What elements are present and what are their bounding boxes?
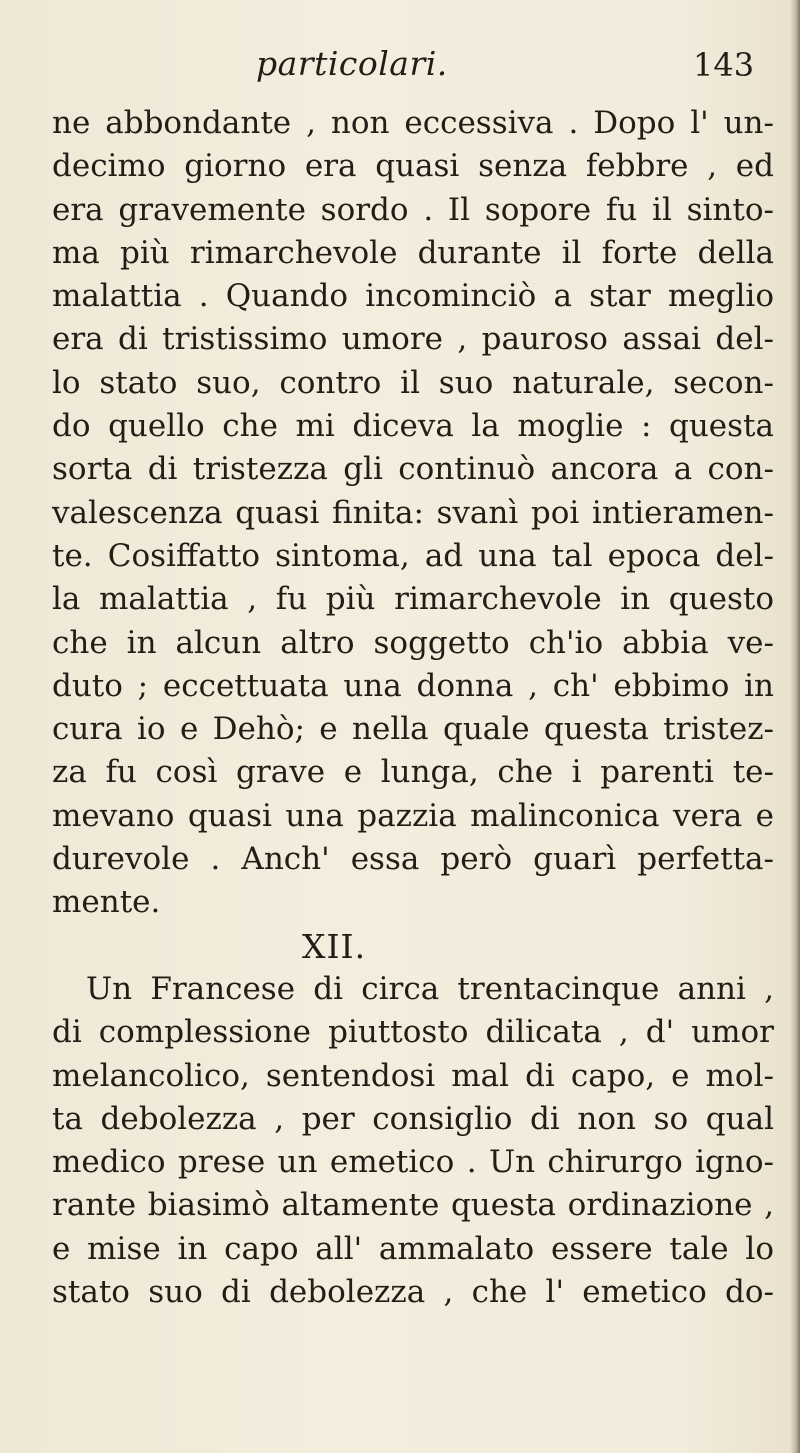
text-line: do quello che mi diceva la moglie : questa: [52, 408, 774, 445]
text-line: valescenza quasi finita: svanì poi intieramen-: [52, 494, 774, 531]
text-line: za fu così grave e lunga, che i parenti te-: [52, 754, 774, 791]
text-line: stato suo di debolezza , che l' emetico do-: [52, 1274, 774, 1311]
text-line: mevano quasi una pazzia malinconica vera e: [52, 797, 774, 834]
text-line: durevole . Anch' essa però guarì perfetta-: [52, 841, 774, 878]
text-line: era gravemente sordo . Il sopore fu il sinto-: [52, 191, 774, 228]
paragraph-2: [52, 968, 774, 1314]
text-line: e mise in capo all' ammalato essere tale lo: [52, 1230, 774, 1267]
page-number: 143: [693, 46, 755, 84]
page-header: [0, 44, 800, 94]
running-title: particolari.: [256, 44, 448, 83]
paragraph-1: [52, 102, 774, 925]
text-line: cura io e Dehò; e nella quale questa tristez-: [52, 711, 774, 748]
text-line: te. Cosiffatto sintoma, ad una tal epoca del-: [52, 537, 774, 574]
text-line: duto ; eccettuata una donna , ch' ebbimo in: [52, 667, 774, 704]
text-line: ne abbondante , non eccessiva . Dopo l' un-: [52, 105, 774, 141]
text-line: Un Francese di circa trentacinque anni ,: [86, 970, 774, 1007]
text-line: malattia . Quando incominciò a star meglio: [52, 278, 774, 315]
text-line: che in alcun altro soggetto ch'io abbia ve-: [52, 624, 774, 661]
body-text: [52, 102, 774, 1314]
text-line: rante biasimò altamente questa ordinazione ,: [52, 1187, 774, 1224]
text-line: era di tristissimo umore , pauroso assai del-: [52, 321, 774, 358]
text-line: ta debolezza , per consiglio di non so qual: [52, 1100, 774, 1137]
section-number: XII.: [302, 926, 367, 966]
text-line: la malattia , fu più rimarchevole in questo: [52, 581, 774, 618]
text-line: mente.: [52, 884, 161, 921]
text-line: ma più rimarchevole durante il forte della: [52, 234, 774, 271]
text-line: melancolico, sentendosi mal di capo, e mol-: [52, 1057, 774, 1094]
text-line: decimo giorno era quasi senza febbre , ed: [52, 148, 774, 185]
text-line: lo stato suo, contro il suo naturale, secon-: [52, 364, 774, 401]
text-line: medico prese un emetico . Un chirurgo igno-: [52, 1144, 774, 1181]
text-line: di complessione piuttosto dilicata , d' umor: [52, 1014, 774, 1051]
text-line: sorta di tristezza gli continuò ancora a con-: [52, 451, 774, 488]
page-spine-shadow: [790, 0, 800, 1453]
